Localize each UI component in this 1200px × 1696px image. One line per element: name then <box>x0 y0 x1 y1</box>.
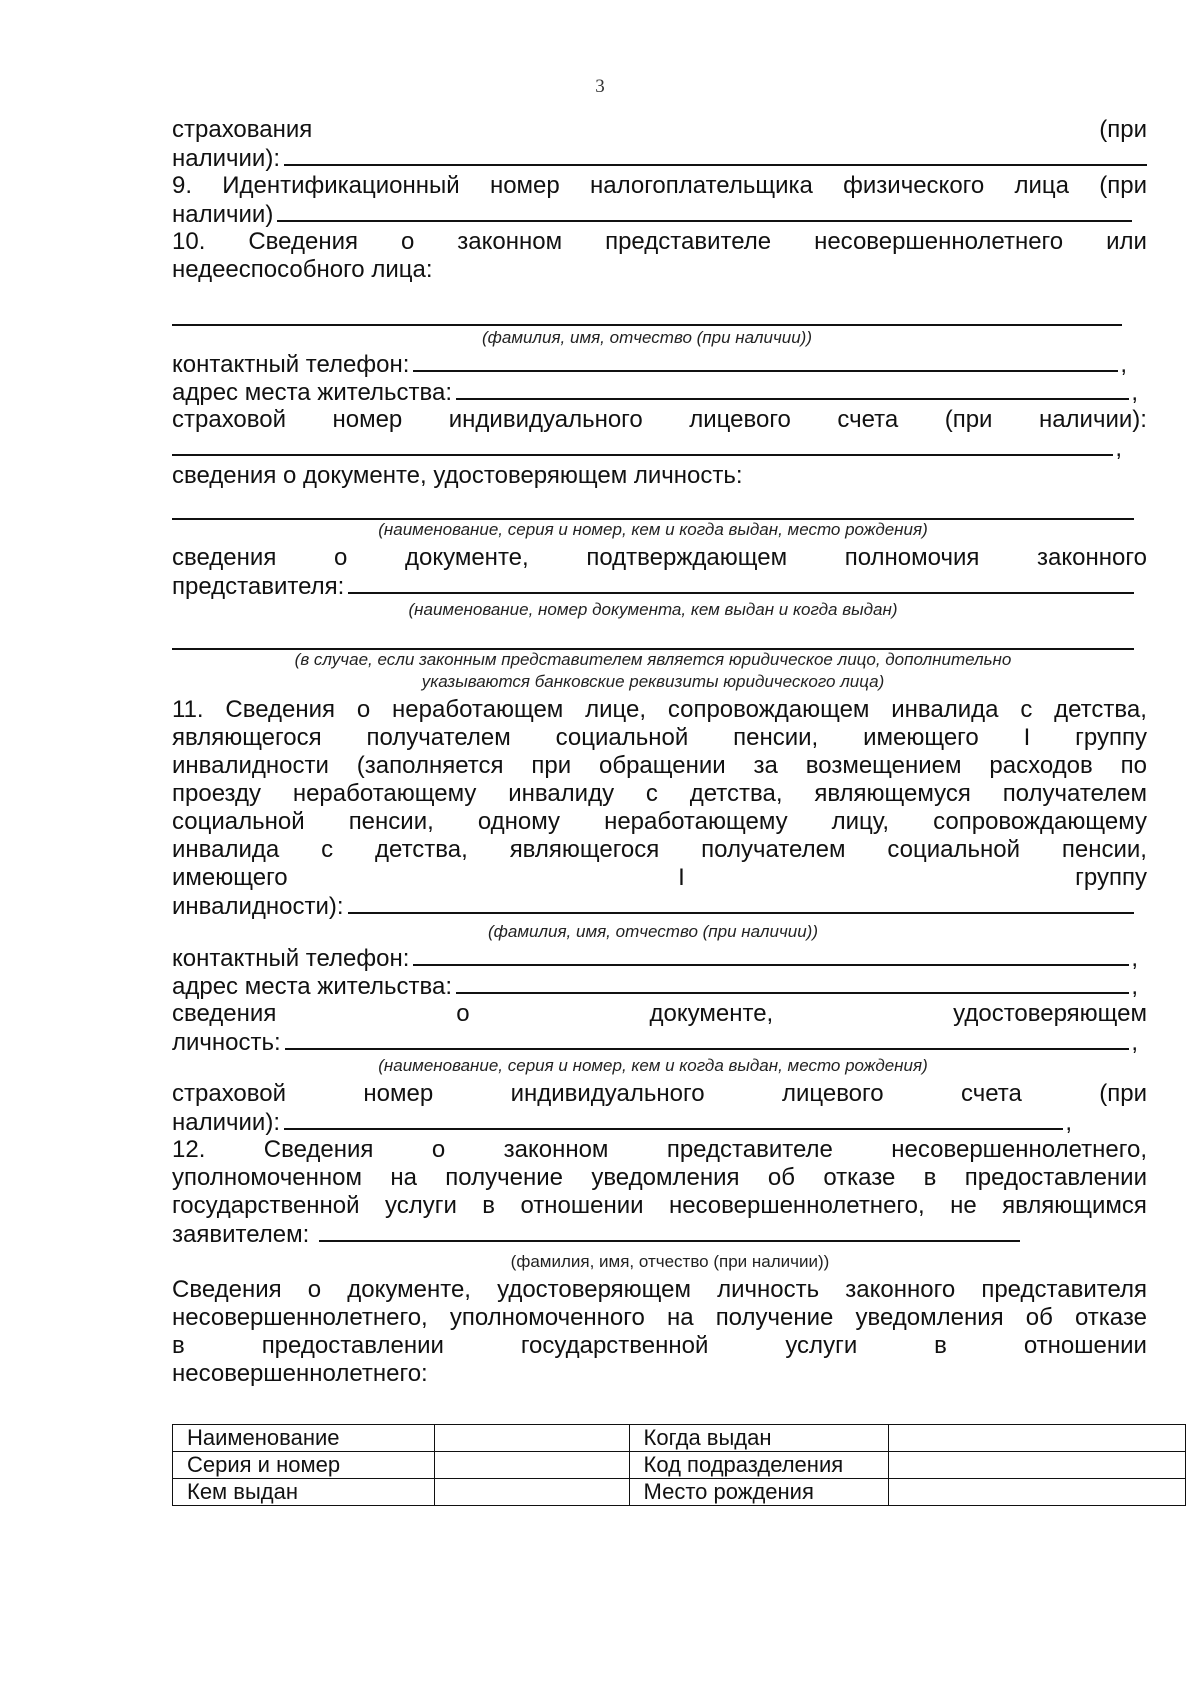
sec9-label: наличии) <box>172 201 274 228</box>
sec10-phone-label: контактный телефон: <box>172 351 410 378</box>
sec11-snils-word: лицевого <box>781 1080 884 1107</box>
comma: , <box>1065 1109 1072 1136</box>
sec10-authority-line1 <box>172 544 1147 572</box>
sec8-word: (при <box>1099 116 1147 143</box>
sec10-snils-line <box>172 406 1147 434</box>
sec11-word: с <box>645 780 658 807</box>
sec11-id-doc-label: личность: <box>172 1029 281 1056</box>
sec11-word: обращении <box>598 752 726 779</box>
sec11-line <box>172 752 1147 780</box>
sec11-word: за <box>753 752 778 779</box>
sec10-authority-word: полномочия <box>844 544 980 571</box>
sec11-word: имеющего <box>863 724 979 751</box>
sec10-id-doc-label: сведения о документе, удостоверяющем личность: <box>172 462 743 489</box>
sec11-word: сопровождающем <box>667 696 870 723</box>
sec10-line2: недееспособного лица: <box>172 256 433 283</box>
sec9-word: Идентификационный <box>222 172 460 199</box>
sec11-word: неработающему <box>604 808 788 835</box>
sec10-word: Сведения <box>248 228 358 255</box>
sec11-snils-word: страховой <box>172 1080 286 1107</box>
table-value-cell[interactable] <box>889 1452 1186 1479</box>
sec12-word: несовершеннолетнего, <box>668 1192 925 1219</box>
sec10-word: или <box>1106 228 1147 255</box>
sec10-authority-word: о <box>333 544 348 571</box>
sec9-word: номер <box>489 172 560 199</box>
sec11-word: получателем <box>701 836 846 863</box>
sec12-word: не <box>950 1192 977 1219</box>
sec12-word: в <box>923 1164 937 1191</box>
sec12-word: государственной <box>172 1192 360 1219</box>
sec11-word: детства, <box>375 836 468 863</box>
table-label-cell: Код подразделения <box>629 1452 889 1479</box>
sec10-authority-word: подтверждающем <box>586 544 788 571</box>
sec11-word: лицу, <box>831 808 890 835</box>
sec11-word: социальной <box>555 724 689 751</box>
sec10-caption-legal-2: указываются банковские реквизиты юридического лица) <box>421 672 885 691</box>
sec10-snils-word: номер <box>332 406 403 433</box>
sec11-id-doc-word: документе, <box>649 1000 774 1027</box>
sec11-word: по <box>1120 752 1147 779</box>
sec12-doc-word: документе, <box>347 1276 471 1303</box>
sec12-doc-last-line: несовершеннолетнего: <box>172 1360 428 1387</box>
sec9-blank[interactable] <box>277 200 1132 222</box>
sec11-line <box>172 864 1147 892</box>
sec12-doc-word: уведомления <box>855 1304 1004 1331</box>
sec11-word: социальной <box>172 808 305 835</box>
sec10-word: представителе <box>605 228 772 255</box>
sec11-label: инвалидности): <box>172 893 344 920</box>
sec12-doc-word: законного <box>845 1276 956 1303</box>
sec11-name-field[interactable] <box>172 892 1134 921</box>
sec8-line1 <box>172 116 1147 144</box>
sec10-authority-blank[interactable] <box>348 572 1134 594</box>
sec10-authority-word: документе, <box>404 544 529 571</box>
sec11-word: сопровождающему <box>933 808 1147 835</box>
sec11-word: инвалида <box>172 836 280 863</box>
sec10-phone-field[interactable] <box>172 350 1127 379</box>
sec12-word: уведомления <box>591 1164 740 1191</box>
sec12-doc-word: на <box>666 1304 694 1331</box>
table-value-cell[interactable] <box>434 1479 629 1506</box>
sec12-word: представителе <box>666 1136 833 1163</box>
sec12-doc-line <box>172 1276 1147 1304</box>
sec11-line <box>172 808 1147 836</box>
sec11-snils-line <box>172 1080 1147 1108</box>
sec11-snils-blank[interactable] <box>284 1108 1063 1130</box>
sec11-word: пенсии, <box>348 808 434 835</box>
sec12-word: получение <box>445 1164 563 1191</box>
sec12-word: Сведения <box>263 1136 374 1163</box>
sec11-id-doc-blank[interactable] <box>285 1028 1130 1050</box>
sec10-word: законном <box>457 228 563 255</box>
sec10-caption-name: (фамилия, имя, отчество (при наличии)) <box>482 328 812 347</box>
sec10-phone-blank[interactable] <box>413 350 1118 372</box>
page-number: 3 <box>595 76 605 97</box>
sec11-word: лице, <box>585 696 647 723</box>
sec9-word: налогоплательщика <box>589 172 813 199</box>
sec12-word: услуги <box>384 1192 457 1219</box>
sec10-snils-word: счета <box>837 406 899 433</box>
sec11-line <box>172 836 1147 864</box>
sec12-applicant-blank[interactable] <box>319 1220 1020 1242</box>
sec11-snils-word: индивидуального <box>510 1080 705 1107</box>
sec12-doc-word: уполномоченного <box>449 1304 645 1331</box>
sec12-doc-word: получение <box>715 1304 834 1331</box>
sec9-line1 <box>172 172 1147 200</box>
sec8-label: наличии): <box>172 145 280 172</box>
sec8-field[interactable] <box>172 144 1147 173</box>
sec12-applicant-field[interactable] <box>172 1220 1020 1249</box>
sec10-address-blank[interactable] <box>456 378 1129 400</box>
sec11-word: (заполняется <box>356 752 504 779</box>
sec11-snils-word: счета <box>961 1080 1022 1107</box>
table-value-cell[interactable] <box>889 1425 1186 1452</box>
sec11-id-doc-word: сведения <box>172 1000 277 1027</box>
sec12-word: на <box>390 1164 417 1191</box>
sec10-snils-blank[interactable] <box>172 434 1113 456</box>
sec11-word: I <box>1023 724 1031 751</box>
sec11-name-blank[interactable] <box>348 892 1134 914</box>
table-row <box>173 1479 1186 1506</box>
sec12-doc-word: Сведения <box>172 1276 282 1303</box>
sec10-caption-id-doc: (наименование, серия и номер, кем и когда выдан, место рождения) <box>378 520 928 539</box>
sec11-word: инвалидности <box>172 752 329 779</box>
sec12-doc-word: предоставлении <box>261 1332 444 1359</box>
sec11-word: являющегося <box>509 836 660 863</box>
table-label-cell: Наименование <box>173 1425 435 1452</box>
sec12-doc-line <box>172 1304 1147 1332</box>
sec11-word: неработающему <box>292 780 477 807</box>
sec11-caption-id-doc: (наименование, серия и номер, кем и когда выдан, место рождения) <box>378 1056 928 1075</box>
sec11-snils-label: наличии): <box>172 1109 280 1136</box>
sec11-word: Сведения <box>225 696 336 723</box>
sec11-address-blank[interactable] <box>456 972 1129 994</box>
sec10-snils-word: наличии): <box>1038 406 1147 433</box>
sec11-line <box>172 696 1147 724</box>
table-label-cell: Кем выдан <box>173 1479 435 1506</box>
sec12-line <box>172 1136 1147 1164</box>
sec12-line <box>172 1164 1147 1192</box>
comma: , <box>1131 379 1138 406</box>
sec12-doc-word: отказе <box>1074 1304 1147 1331</box>
sec11-line <box>172 780 1147 808</box>
sec10-word: несовершеннолетнего <box>814 228 1064 255</box>
sec11-word: получателем <box>1002 780 1147 807</box>
table-value-cell[interactable] <box>889 1479 1186 1506</box>
table-label-cell: Серия и номер <box>173 1452 435 1479</box>
sec11-word: имеющего <box>172 864 288 891</box>
sec12-word: 12. <box>172 1136 206 1163</box>
sec11-word: проезду <box>172 780 261 807</box>
sec12-word: несовершеннолетнего, <box>891 1136 1147 1163</box>
sec11-word: возмещением <box>805 752 962 779</box>
sec12-word: в <box>482 1192 496 1219</box>
sec12-doc-line <box>172 1332 1147 1360</box>
sec10-address-label: адрес места жительства: <box>172 379 453 406</box>
sec11-word: пенсии, <box>1061 836 1147 863</box>
sec11-word: о <box>356 696 371 723</box>
sec11-word: инвалиду <box>508 780 615 807</box>
table-value-cell[interactable] <box>434 1452 629 1479</box>
sec10-snils-field[interactable] <box>172 434 1122 463</box>
sec10-word: 10. <box>172 228 206 255</box>
sec11-id-doc-word: о <box>456 1000 470 1027</box>
sec12-applicant-label: заявителем: <box>172 1221 310 1248</box>
comma: , <box>1120 351 1127 378</box>
id-document-table <box>172 1424 1186 1506</box>
sec12-doc-word: отношении <box>1023 1332 1147 1359</box>
sec11-word: пенсии, <box>733 724 819 751</box>
sec10-name-blank[interactable] <box>172 324 1122 326</box>
table-value-cell[interactable] <box>434 1425 629 1452</box>
sec12-word: являющимся <box>1002 1192 1147 1219</box>
sec11-word: получателем <box>366 724 511 751</box>
sec9-field[interactable] <box>172 200 1132 229</box>
sec12-doc-word: несовершеннолетнего, <box>172 1304 428 1331</box>
sec11-word: с <box>321 836 334 863</box>
sec11-word: одному <box>477 808 561 835</box>
sec10-address-field[interactable] <box>172 378 1138 407</box>
sec10-word: о <box>400 228 415 255</box>
sec11-snils-field[interactable] <box>172 1108 1072 1137</box>
comma: , <box>1131 945 1138 972</box>
comma: , <box>1115 435 1122 462</box>
sec11-id-doc-line <box>172 1000 1147 1028</box>
sec11-word: 11. <box>172 696 204 723</box>
sec11-word: являющегося <box>172 724 322 751</box>
sec11-snils-word: номер <box>363 1080 434 1107</box>
sec12-doc-word: услуги <box>785 1332 858 1359</box>
sec12-doc-word: о <box>307 1276 322 1303</box>
sec12-doc-word: представителя <box>981 1276 1147 1303</box>
table-label-cell: Место рождения <box>629 1479 889 1506</box>
sec12-word: отказе <box>823 1164 896 1191</box>
comma: , <box>1131 1029 1138 1056</box>
sec11-word: неработающем <box>392 696 564 723</box>
sec9-word: 9. <box>172 172 193 199</box>
sec12-doc-word: в <box>934 1332 947 1359</box>
sec11-word: инвалида <box>891 696 999 723</box>
sec9-word: лица <box>1014 172 1069 199</box>
sec10-authority-field[interactable] <box>172 572 1134 601</box>
sec10-authority-label: представителя: <box>172 573 345 600</box>
sec10-snils-word: (при <box>944 406 993 433</box>
table-row <box>173 1425 1186 1452</box>
table-label-cell: Когда выдан <box>629 1425 889 1452</box>
sec10-caption-authority: (наименование, номер документа, кем выдан и когда выдан) <box>408 600 898 619</box>
sec11-word: социальной <box>887 836 1020 863</box>
sec9-word: физического <box>843 172 985 199</box>
sec10-authority-word: сведения <box>172 544 277 571</box>
sec11-id-doc-word: удостоверяющем <box>953 1000 1147 1027</box>
sec11-word: расходов <box>989 752 1093 779</box>
sec9-word: (при <box>1099 172 1147 199</box>
sec8-blank[interactable] <box>284 144 1147 166</box>
sec11-word: I <box>678 864 685 891</box>
comma: , <box>1131 973 1138 1000</box>
sec11-word: группу <box>1075 724 1147 751</box>
sec12-word: об <box>767 1164 795 1191</box>
sec10-snils-word: индивидуального <box>448 406 643 433</box>
sec11-phone-field[interactable] <box>172 944 1138 973</box>
sec12-word: отношении <box>520 1192 644 1219</box>
sec11-line <box>172 724 1147 752</box>
sec11-address-field[interactable] <box>172 972 1138 1001</box>
sec10-line1 <box>172 228 1147 256</box>
sec10-caption-legal-1: (в случае, если законным представителем является юридическое лицо, дополнительно <box>294 650 1012 669</box>
sec11-snils-word: (при <box>1099 1080 1147 1107</box>
sec11-phone-label: контактный телефон: <box>172 945 410 972</box>
sec12-word: законном <box>503 1136 609 1163</box>
sec11-word: детства, <box>1054 696 1147 723</box>
sec10-snils-word: страховой <box>172 406 286 433</box>
sec11-word: группу <box>1075 864 1147 891</box>
sec12-word: о <box>431 1136 446 1163</box>
table-row <box>173 1452 1186 1479</box>
sec12-word: предоставлении <box>964 1164 1147 1191</box>
sec12-doc-word: удостоверяющем <box>497 1276 691 1303</box>
sec11-id-doc-field[interactable] <box>172 1028 1138 1057</box>
sec12-line <box>172 1192 1147 1220</box>
sec10-snils-word: лицевого <box>689 406 791 433</box>
sec11-address-label: адрес места жительства: <box>172 973 453 1000</box>
sec12-doc-word: в <box>172 1332 185 1359</box>
sec10-authority-word: законного <box>1037 544 1147 571</box>
sec11-phone-blank[interactable] <box>413 944 1129 966</box>
sec12-doc-word: личность <box>717 1276 820 1303</box>
sec12-caption-name: (фамилия, имя, отчество (при наличии)) <box>510 1252 830 1271</box>
sec8-word: страхования <box>172 116 313 143</box>
sec11-word: детства, <box>689 780 783 807</box>
sec11-word: с <box>1020 696 1033 723</box>
sec11-caption-name: (фамилия, имя, отчество (при наличии)) <box>488 922 818 941</box>
sec12-word: уполномоченном <box>172 1164 362 1191</box>
sec11-word: при <box>531 752 572 779</box>
sec12-doc-word: об <box>1025 1304 1053 1331</box>
sec11-word: являющемуся <box>814 780 971 807</box>
sec12-doc-word: государственной <box>520 1332 709 1359</box>
